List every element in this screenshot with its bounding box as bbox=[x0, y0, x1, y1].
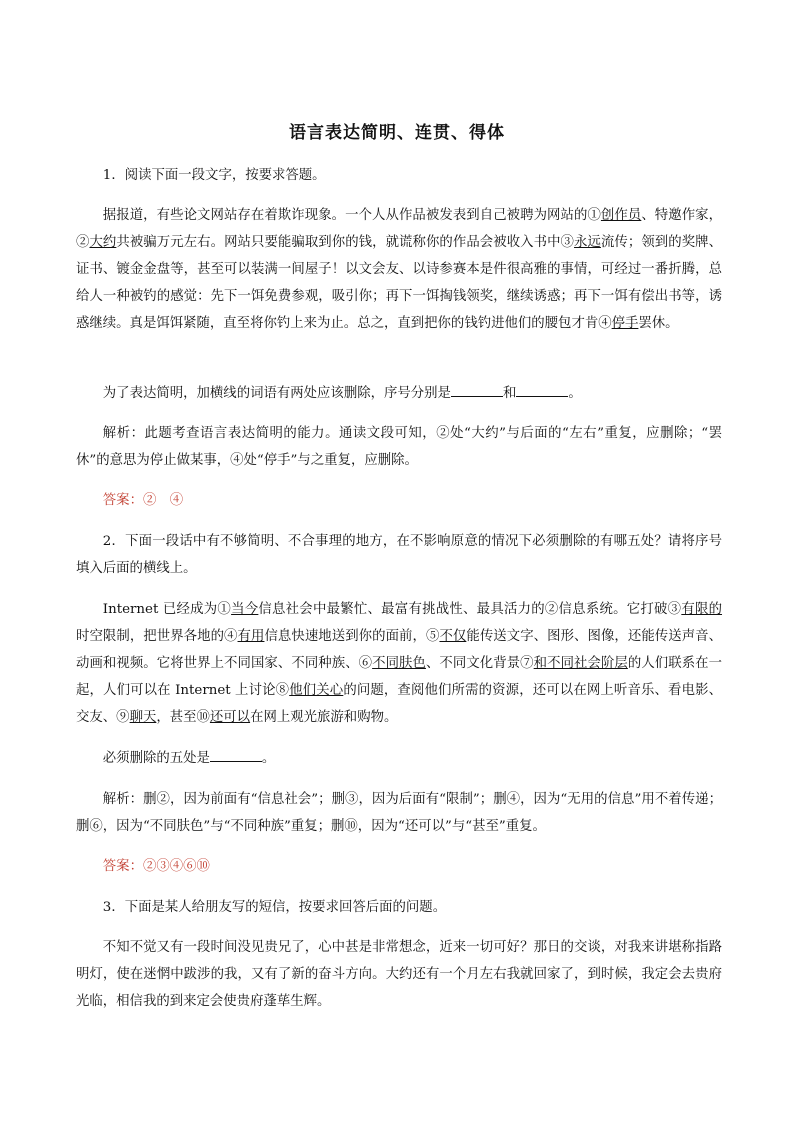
q2-question bbox=[76, 745, 722, 772]
q2-passage bbox=[76, 596, 722, 731]
q1-answer: 答案：② ④ bbox=[102, 493, 184, 508]
underlined-term: 永远 bbox=[574, 235, 601, 250]
underlined-term: 不仅 bbox=[439, 629, 467, 644]
underlined-term: 聊天 bbox=[129, 710, 157, 725]
q3-passage: 不知不觉又有一段时间没见贵兄了，心中甚是非常想念，近来一切可好？那日的交谈，对我来讲堪称指路明灯，使在迷惘中跋涉的我，又有了新的奋斗方向。大约还有一个月左右我就回家了，到时候，我定会去贵府光临，相信我的到来定会使贵府蓬荜生辉。 bbox=[76, 940, 722, 1009]
q1-answer-blank-2 bbox=[516, 384, 568, 397]
passage-text: 时空限制，把世界各地的④ bbox=[76, 629, 238, 644]
q1-question-text: 为了表达简明，加横线的词语有两处应该删除，序号分别是 bbox=[102, 386, 451, 401]
passage-text: 能传送文字、图形、图像，还能传送声音、动画和视频。它将世界上不同国家、不同种族、⑥ bbox=[76, 629, 723, 671]
passage-text: 罢休。 bbox=[638, 316, 679, 331]
underlined-term: 他们关心 bbox=[289, 683, 344, 698]
q2-question-end: 。 bbox=[261, 751, 276, 766]
passage-text: 共被骗万元左右。网站只要能骗取到你的钱，就谎称你的作品会被收入书中③ bbox=[116, 235, 575, 250]
passage-text: 信息社会中最繁忙、最富有挑战性、最具活力的②信息系统。它打破③ bbox=[258, 602, 682, 617]
passage-text: 的问题，查阅他们所需的资源，还可以在网上听音乐、看电影、交友、⑨ bbox=[76, 683, 723, 725]
passage-text: 信息快速地送到你的面前，⑤ bbox=[264, 629, 440, 644]
page-title: 语言表达简明、连贯、得体 bbox=[289, 123, 505, 143]
q2-question-text: 必须删除的五处是 bbox=[102, 751, 210, 766]
q2-answer-blank bbox=[210, 749, 262, 762]
passage-text: 据报道，有些论文网站存在着欺诈现象。一个人从作品被发表到自己被聘为网站的① bbox=[102, 208, 601, 223]
underlined-term: 当今 bbox=[231, 602, 259, 617]
passage-text: 在网上观光旅游和购物。 bbox=[250, 710, 398, 725]
underlined-term: 还可以 bbox=[209, 710, 251, 725]
underlined-term: 有用 bbox=[237, 629, 265, 644]
q1-question-mid: 和 bbox=[502, 386, 517, 401]
passage-text: ，甚至⑩ bbox=[156, 710, 210, 725]
q1-stem: 1．阅读下面一段文字，按要求答题。 bbox=[102, 168, 326, 183]
q2-analysis: 解析：删②，因为前面有“信息社会”；删③，因为后面有“限制”；删④，因为“无用的信息”用不着传递；删⑥，因为“不同肤色”与“不同种族”重复；删⑩，因为“还可以”与“甚至”重复。 bbox=[76, 792, 722, 834]
q1-passage bbox=[76, 202, 722, 337]
q1-question-end: 。 bbox=[568, 386, 582, 401]
underlined-term: 有限的 bbox=[681, 602, 723, 617]
passage-text: 流传；领到的奖牌、证书、镀金金盘等，甚至可以装满一间屋子！以文会友、以诗参赛本是件很高雅的事情，可经过一番折腾，总给人一种被钓的感觉：先下一饵免费参观，吸引你；再下一饵掏钱领奖，继续诱惑；再下一饵有偿出书等，诱惑继续。真是饵饵紧随，直至将你钓上来为止。总之，直到把你的钱钓进他们的腰包才肯④ bbox=[76, 235, 723, 331]
q2-answer: 答案：②③④⑥⑩ bbox=[102, 859, 210, 874]
passage-text: Internet 已经成为① bbox=[102, 602, 232, 617]
q3-stem: 3．下面是某人给朋友写的短信，按要求回答后面的问题。 bbox=[102, 900, 447, 915]
q1-answer-blank-1 bbox=[451, 384, 503, 397]
underlined-term: 不同肤色 bbox=[372, 656, 426, 671]
passage-text: 、特邀作家，② bbox=[76, 208, 723, 250]
q1-question bbox=[76, 380, 722, 407]
q2-stem: 2．下面一段话中有不够简明、不合事理的地方，在不影响原意的情况下必须删除的有哪五处？请将序号填入后面的横线上。 bbox=[76, 534, 722, 576]
passage-text: 的人们联系在一起，人们可以在 Internet 上讨论⑧ bbox=[76, 656, 723, 698]
underlined-term: 大约 bbox=[89, 235, 117, 250]
underlined-term: 创作员 bbox=[600, 208, 642, 223]
underlined-term: 和不同社会阶层 bbox=[533, 656, 628, 671]
passage-text: 、不同文化背景⑦ bbox=[425, 656, 534, 671]
underlined-term: 停手 bbox=[611, 316, 639, 331]
q1-analysis: 解析：此题考查语言表达简明的能力。通读文段可知，②处“大约”与后面的“左右”重复，应删除；“罢休”的意思为停止做某事，④处“停手”与之重复，应删除。 bbox=[76, 426, 722, 468]
